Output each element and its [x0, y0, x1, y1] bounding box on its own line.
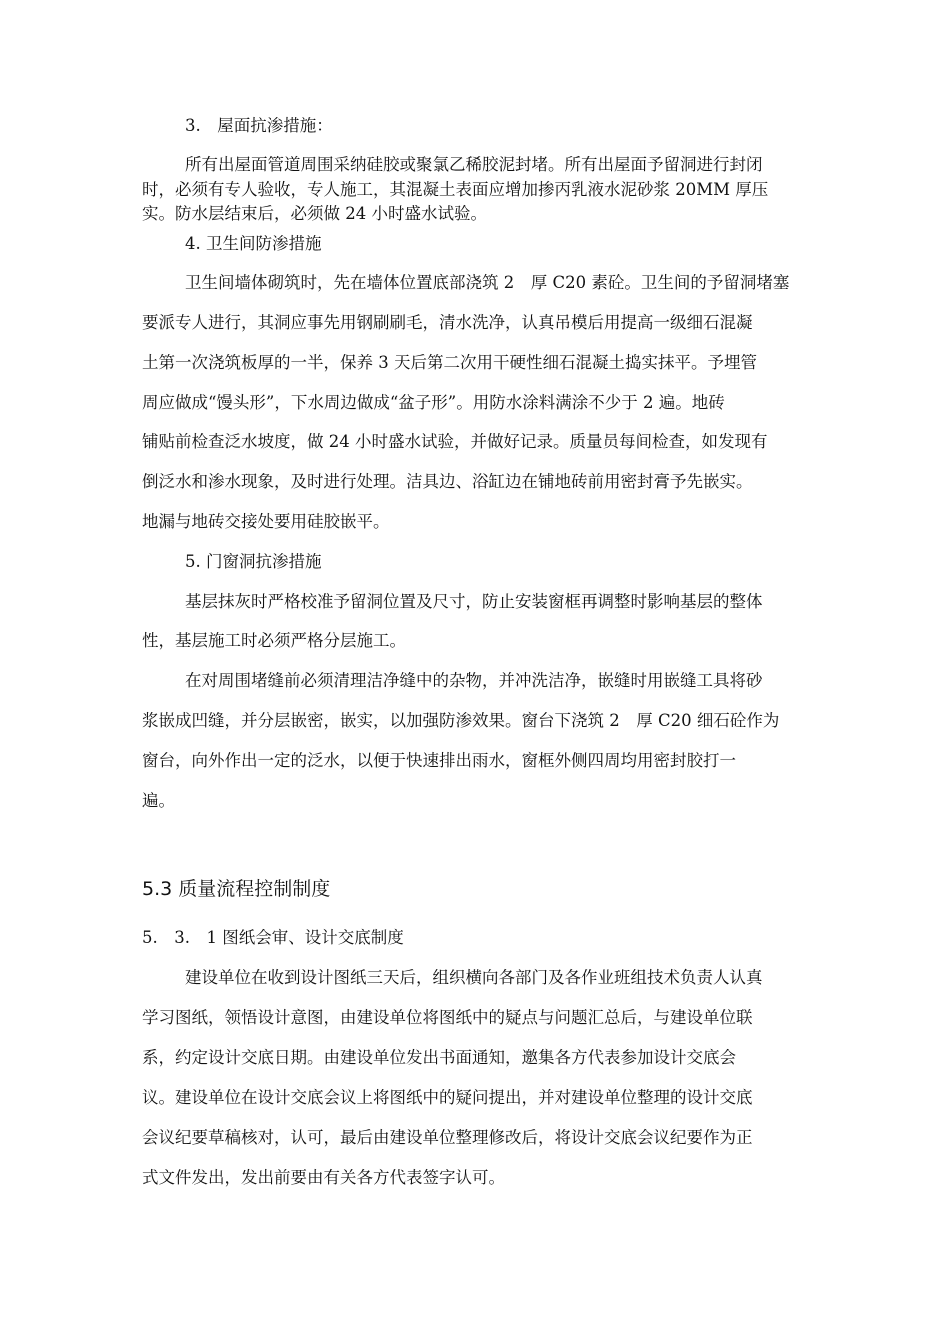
window-paragraph-b-line-3: 窗台，向外作出一定的泛水，以便于快速排出雨水，窗框外侧四周均用密封胶打一: [142, 751, 736, 770]
bathroom-paragraph-line-4: 周应做成“馒头形”，下水周边做成“盆子形”。用防水涂料满涂不少于 2 遍。地砖: [142, 393, 725, 412]
drawing-review-heading: 5. 3. 1 图纸会审、设计交底制度: [142, 928, 404, 947]
window-paragraph-b-line-1: 在对周围堵缝前必须清理洁净缝中的杂物，并冲洗洁净，嵌缝时用嵌缝工具将砂: [185, 671, 763, 690]
drawing-paragraph-line-3: 系，约定设计交底日期。由建设单位发出书面通知，邀集各方代表参加设计交底会: [142, 1048, 736, 1067]
roof-paragraph-line-3: 实。防水层结束后，必须做 24 小时盛水试验。: [142, 204, 487, 223]
roof-paragraph-line-2: 时，必须有专人验收，专人施工，其混凝土表面应增加掺丙乳液水泥砂浆 20MM 厚压: [142, 180, 769, 199]
window-measures-heading: 5. 门窗洞抗渗措施: [185, 552, 322, 571]
roof-measures-heading: 3. 屋面抗渗措施：: [185, 116, 333, 135]
bathroom-measures-heading: 4. 卫生间防渗措施: [185, 234, 322, 253]
drawing-paragraph-line-1: 建设单位在收到设计图纸三天后，组织横向各部门及各作业班组技术负责人认真: [185, 968, 763, 987]
window-paragraph-a-line-2: 性，基层施工时必须严格分层施工。: [142, 631, 406, 650]
roof-paragraph-line-1: 所有出屋面管道周围采纳硅胶或聚氯乙稀胶泥封堵。所有出屋面予留洞进行封闭: [185, 155, 763, 174]
bathroom-paragraph-line-2: 要派专人进行，其洞应事先用钢刷刷毛，清水洗净，认真吊模后用提高一级细石混凝: [142, 313, 753, 332]
drawing-paragraph-line-6: 式文件发出，发出前要由有关各方代表签字认可。: [142, 1168, 505, 1187]
quality-control-section-heading: 5.3 质量流程控制制度: [142, 878, 331, 900]
bathroom-paragraph-line-7: 地漏与地砖交接处要用硅胶嵌平。: [142, 512, 390, 531]
drawing-paragraph-line-4: 议。建设单位在设计交底会议上将图纸中的疑问提出，并对建设单位整理的设计交底: [142, 1088, 753, 1107]
bathroom-paragraph-line-5: 铺贴前检查泛水坡度，做 24 小时盛水试验，并做好记录。质量员每间检查，如发现有: [142, 432, 768, 451]
window-paragraph-a-line-1: 基层抹灰时严格校准予留洞位置及尺寸，防止安装窗框再调整时影响基层的整体: [185, 592, 763, 611]
drawing-paragraph-line-2: 学习图纸，领悟设计意图，由建设单位将图纸中的疑点与问题汇总后，与建设单位联: [142, 1008, 753, 1027]
window-paragraph-b-line-2: 浆嵌成凹缝，并分层嵌密，嵌实，以加强防渗效果。窗台下浇筑 2 厚 C20 细石砼作为: [142, 711, 780, 730]
drawing-paragraph-line-5: 会议纪要草稿核对，认可，最后由建设单位整理修改后，将设计交底会议纪要作为正: [142, 1128, 753, 1147]
bathroom-paragraph-line-3: 土第一次浇筑板厚的一半，保养 3 天后第二次用干硬性细石混凝土捣实抹平。予埋管: [142, 353, 757, 372]
window-paragraph-b-line-4: 遍。: [142, 791, 175, 810]
bathroom-paragraph-line-1: 卫生间墙体砌筑时，先在墙体位置底部浇筑 2 厚 C20 素砼。卫生间的予留洞堵塞: [185, 273, 790, 292]
bathroom-paragraph-line-6: 倒泛水和渗水现象，及时进行处理。洁具边、浴缸边在铺地砖前用密封膏予先嵌实。: [142, 472, 753, 491]
